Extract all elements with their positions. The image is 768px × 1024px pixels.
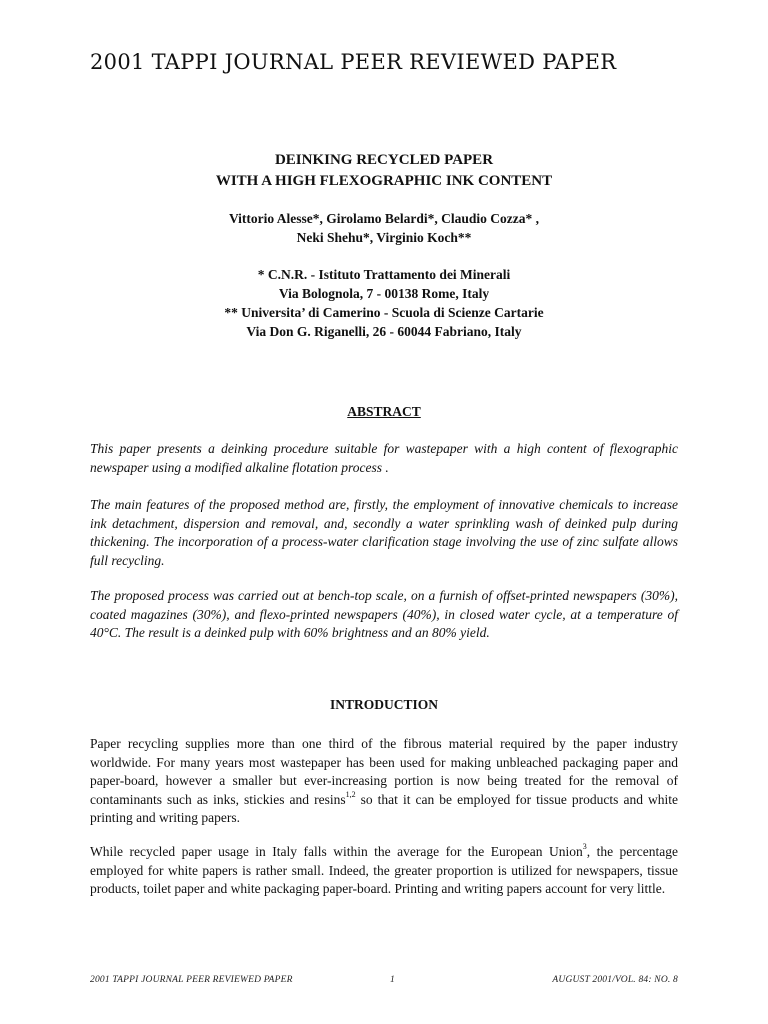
- affiliation-line-1: * C.N.R. - Istituto Trattamento dei Minerali: [257, 267, 511, 282]
- abstract-paragraph-1: This paper presents a deinking procedure suitable for wastepaper with a high content of flexographic newspaper using a modified alkaline flotation process .: [90, 441, 678, 475]
- paper-title: [90, 150, 678, 192]
- abstract-paragraph-2: The main features of the proposed method are, firstly, the employment of innovative chemicals to increase ink detachment, dispersion and removal, and, secondly a water sprinkling wash of deinked pulp during thickening. The incorporation of a process-water clarification stage involving the use of zinc sulfate allows full recycling.: [90, 497, 678, 568]
- authors-line-1: Vittorio Alesse*, Girolamo Belardi*, Claudio Cozza* ,: [228, 211, 540, 226]
- title-line-1: DEINKING RECYCLED PAPER: [274, 152, 494, 168]
- introduction-heading: INTRODUCTION: [329, 697, 438, 712]
- footer-journal: 2001 TAPPI JOURNAL PEER REVIEWED PAPER: [90, 975, 293, 985]
- footer-issue: AUGUST 2001/VOL. 84: NO. 8: [552, 975, 678, 985]
- intro-p2-text-cont: , the percentage employed for white papers is rather small. Indeed, the greater proportion is utilized for newspapers, tissue products, toilet paper and white packaging paper-board. Printing and writing papers account for very little.: [90, 844, 678, 896]
- citation-superscript: 1,2: [345, 789, 356, 799]
- introduction-paragraph-2: [90, 843, 678, 899]
- affiliation-line-4: Via Don G. Riganelli, 26 - 60044 Fabriano, Italy: [246, 324, 522, 339]
- intro-p2-text: While recycled paper usage in Italy falls within the average for the European Union: [90, 844, 583, 859]
- citation-superscript: 3: [582, 842, 587, 851]
- authors-line-2: Neki Shehu*, Virginio Koch**: [296, 230, 472, 245]
- author-list: [90, 209, 678, 247]
- affiliations: [90, 265, 678, 341]
- footer-page-number: 1: [390, 975, 395, 985]
- title-line-2: WITH A HIGH FLEXOGRAPHIC INK CONTENT: [215, 173, 553, 189]
- intro-p1-text: Paper recycling supplies more than one third of the fibrous material required by the paper industry worldwide. For many years most wastepaper has been used for making unbleached packaging paper and paper-board, however a smaller but ever-increasing portion is now being treated for the removal of contaminants such as inks, stickies and resins: [90, 736, 678, 807]
- affiliation-line-3: ** Universita’ di Camerino - Scuola di Scienze Cartarie: [224, 305, 544, 320]
- affiliation-line-2: Via Bolognola, 7 - 00138 Rome, Italy: [278, 286, 490, 301]
- intro-p1-text-cont: so that it can be employed for tissue products and white printing and writing papers.: [90, 791, 678, 825]
- abstract-heading: ABSTRACT: [347, 404, 421, 419]
- page-footer: [90, 975, 678, 985]
- abstract-paragraph-3: The proposed process was carried out at bench-top scale, on a furnish of offset-printed newspapers (30%), coated magazines (30%), and flexo-printed newspapers (40%), in closed water cycle, at a temperature of 40°C. The result is a deinked pulp with 60% brightness and an 80% yield.: [90, 588, 678, 640]
- running-head: 2001 TAPPI JOURNAL PEER REVIEWED PAPER: [90, 50, 617, 74]
- introduction-paragraph-1: [90, 735, 678, 828]
